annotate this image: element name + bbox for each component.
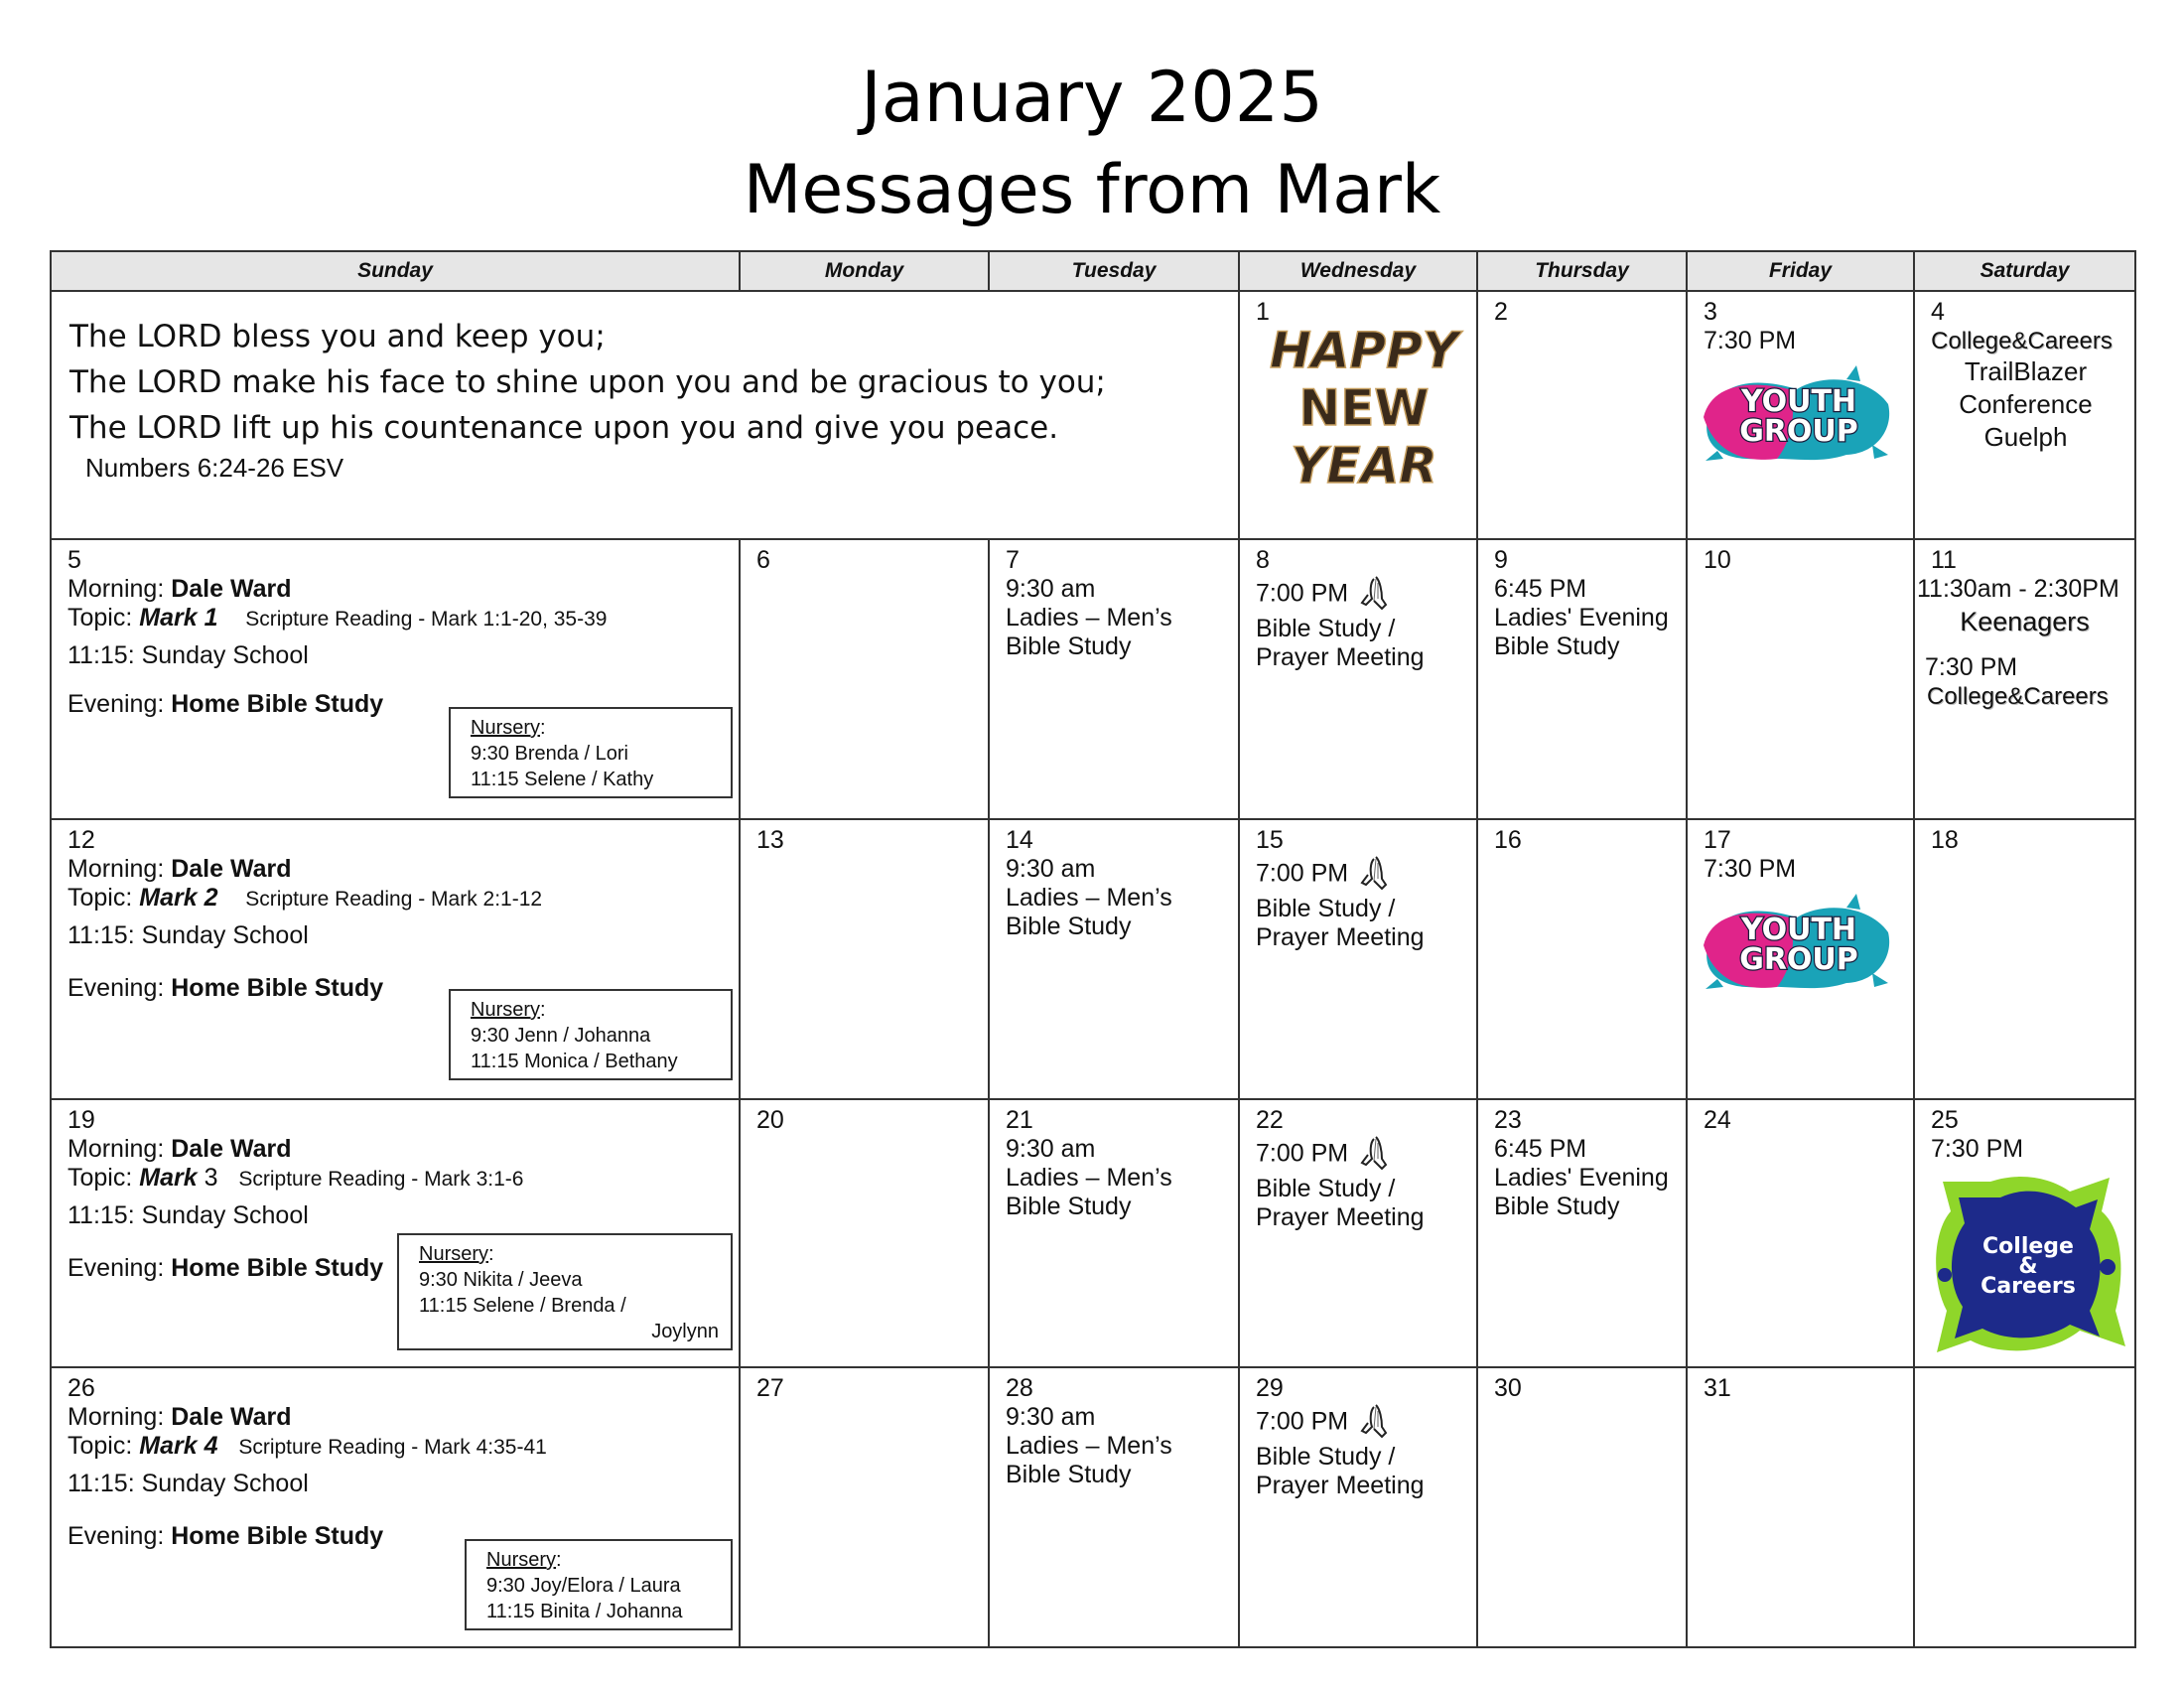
sermon-topic: Topic: Mark 4 Scripture Reading - Mark 4:35-41 — [68, 1432, 547, 1460]
day-number: 23 — [1494, 1106, 1522, 1134]
day-number: 19 — [68, 1106, 95, 1134]
nursery-930: 9:30 Brenda / Lori — [471, 743, 628, 765]
sunday-school: 11:15: Sunday School — [68, 1201, 309, 1229]
weekday-wednesday: Wednesday — [1239, 251, 1477, 291]
day-number: 26 — [68, 1374, 95, 1402]
morning-service: Morning: Dale Ward — [68, 1135, 292, 1163]
day-cell-1 — [1239, 291, 1477, 539]
day-cell-26 — [51, 1367, 740, 1647]
event-time: 7:30 PM — [1931, 1135, 2024, 1163]
event-title: Bible Study / — [1256, 615, 1396, 642]
event-time-row: 7:00 PM — [1256, 1403, 1462, 1443]
day-number: 2 — [1494, 298, 1508, 326]
day-cell-3 — [1687, 291, 1914, 539]
event-title-2: Prayer Meeting — [1256, 923, 1425, 951]
day-number: 1 — [1256, 298, 1270, 326]
youth-logo-text-2: GROUP — [1739, 942, 1858, 977]
day-cell-23 — [1477, 1099, 1687, 1367]
week-row-5 — [51, 1367, 2135, 1647]
day-number: 18 — [1931, 826, 1959, 854]
event-title-2: Bible Study — [1494, 1193, 1620, 1220]
nursery-schedule: Nursery: 9:30 Joy/Elora / Laura 11:15 Binita / Johanna — [465, 1539, 733, 1630]
event-time: 9:30 am — [1006, 1135, 1096, 1163]
day-number: 27 — [756, 1374, 784, 1402]
event-time: 7:30 PM — [1704, 327, 1797, 354]
sunday-school: 11:15: Sunday School — [68, 641, 309, 669]
youth-logo-text-1: YOUTH — [1740, 384, 1857, 419]
day-number: 8 — [1256, 546, 1270, 574]
youth-logo-text-2: GROUP — [1739, 414, 1858, 449]
event-title: Ladies' Evening — [1494, 1164, 1669, 1192]
day-cell-7 — [989, 539, 1239, 819]
week-row-2 — [51, 539, 2135, 819]
day-number: 9 — [1494, 546, 1508, 574]
day-cell-22 — [1239, 1099, 1477, 1367]
event-title-2: Bible Study — [1494, 633, 1620, 660]
event-location: Guelph — [1983, 422, 2068, 452]
day-cell-31 — [1687, 1367, 1914, 1647]
event-title-2: Bible Study — [1006, 1461, 1132, 1488]
verse-reference: Numbers 6:24-26 ESV — [85, 453, 344, 483]
day-number: 31 — [1704, 1374, 1731, 1402]
event-title: Bible Study / — [1256, 1175, 1396, 1202]
day-number: 7 — [1006, 546, 1020, 574]
weekday-header-row — [51, 251, 2135, 291]
event-college-careers: College&Careers — [1931, 328, 2113, 354]
event-conference: Conference — [1959, 389, 2093, 419]
event-time: 9:30 am — [1006, 575, 1096, 603]
day-cell-30 — [1477, 1367, 1687, 1647]
event-title-2: Bible Study — [1006, 913, 1132, 940]
event-college-careers: College&Careers — [1927, 683, 2109, 710]
day-number: 28 — [1006, 1374, 1033, 1402]
event-title: Bible Study / — [1256, 895, 1396, 922]
day-cell-17 — [1687, 819, 1914, 1099]
day-cell-27 — [740, 1367, 989, 1647]
day-cell-19 — [51, 1099, 740, 1367]
event-time: 11:30am - 2:30PM — [1917, 575, 2119, 603]
praying-hands-icon — [1360, 855, 1390, 895]
day-number: 30 — [1494, 1374, 1522, 1402]
event-keenagers: Keenagers — [1960, 607, 2090, 636]
day-cell-10 — [1687, 539, 1914, 819]
cc-logo-text-1: College — [1982, 1234, 2074, 1259]
event-title: Ladies' Evening — [1494, 604, 1669, 632]
evening-service: Evening: Home Bible Study — [68, 690, 384, 718]
day-number: 20 — [756, 1106, 784, 1134]
nursery-930: 9:30 Joy/Elora / Laura — [486, 1575, 681, 1597]
evening-service: Evening: Home Bible Study — [68, 1254, 384, 1282]
weekday-monday: Monday — [740, 251, 989, 291]
morning-service: Morning: Dale Ward — [68, 1403, 292, 1431]
day-number: 12 — [68, 826, 95, 854]
event-time: 9:30 am — [1006, 855, 1096, 883]
week-row-1 — [51, 291, 2135, 539]
calendar-grid — [50, 250, 2136, 1648]
day-number: 21 — [1006, 1106, 1033, 1134]
event-trailblazer: TrailBlazer — [1964, 356, 2088, 386]
praying-hands-icon — [1360, 575, 1390, 615]
morning-service: Morning: Dale Ward — [68, 575, 292, 603]
youth-logo-text-1: YOUTH — [1740, 913, 1857, 947]
day-number: 5 — [68, 546, 81, 574]
day-cell-13 — [740, 819, 989, 1099]
sunday-school: 11:15: Sunday School — [68, 1470, 309, 1497]
blessing-verse — [52, 292, 1238, 538]
cc-logo-text-3: Careers — [1980, 1274, 2076, 1299]
youth-group-logo — [1698, 359, 1896, 469]
cc-logo-text-2: & — [2018, 1254, 2038, 1279]
blessing-verse-cell — [51, 291, 1239, 539]
day-cell-8 — [1239, 539, 1477, 819]
event-time-row: 7:00 PM — [1256, 855, 1462, 895]
event-time: 9:30 am — [1006, 1403, 1096, 1431]
day-number: 22 — [1256, 1106, 1284, 1134]
verse-line-2: The LORD make his face to shine upon you and be gracious to you; — [69, 364, 1106, 400]
day-number: 29 — [1256, 1374, 1284, 1402]
sermon-topic: Topic: Mark 2 Scripture Reading - Mark 2:1-12 — [68, 884, 543, 912]
logo-text-new: NEW — [1298, 379, 1430, 437]
day-number: 13 — [756, 826, 784, 854]
nursery-1115: 11:15 Selene / Brenda / — [419, 1295, 626, 1317]
event-title-2: Bible Study — [1006, 633, 1132, 660]
sermon-topic: Topic: Mark 3 Scripture Reading - Mark 3:1-6 — [68, 1164, 524, 1192]
nursery-1115: 11:15 Monica / Bethany — [471, 1051, 678, 1072]
day-number: 25 — [1931, 1106, 1959, 1134]
day-number: 17 — [1704, 826, 1731, 854]
nursery-930: 9:30 Nikita / Jeeva — [419, 1269, 583, 1291]
weekday-sunday: Sunday — [51, 251, 740, 291]
event-title-2: Bible Study — [1006, 1193, 1132, 1220]
morning-service: Morning: Dale Ward — [68, 855, 292, 883]
week-row-3 — [51, 819, 2135, 1099]
day-cell-2 — [1477, 291, 1687, 539]
evening-service: Evening: Home Bible Study — [68, 1522, 384, 1550]
day-cell-5 — [51, 539, 740, 819]
nursery-schedule: Nursery: 9:30 Nikita / Jeeva 11:15 Selene / Brenda / Joylynn — [397, 1233, 733, 1350]
day-cell-14 — [989, 819, 1239, 1099]
nursery-1115: 11:15 Selene / Kathy — [471, 769, 654, 790]
calendar-subtitle: Messages from Mark — [743, 151, 1441, 229]
praying-hands-icon — [1360, 1403, 1390, 1443]
day-cell-21 — [989, 1099, 1239, 1367]
youth-group-logo — [1698, 888, 1896, 997]
weekday-friday: Friday — [1687, 251, 1914, 291]
day-number: 24 — [1704, 1106, 1731, 1134]
day-number: 10 — [1704, 546, 1731, 574]
logo-text-year: YEAR — [1291, 437, 1437, 494]
event-title: Ladies – Men’s — [1006, 1432, 1172, 1460]
day-cell-20 — [740, 1099, 989, 1367]
nursery-1115-cont: Joylynn — [651, 1321, 719, 1342]
day-number: 11 — [1931, 546, 1957, 574]
event-time: 6:45 PM — [1494, 575, 1587, 603]
day-cell-6 — [740, 539, 989, 819]
day-number: 3 — [1704, 298, 1717, 326]
day-cell-24 — [1687, 1099, 1914, 1367]
event-title-2: Prayer Meeting — [1256, 643, 1425, 671]
event-title-2: Prayer Meeting — [1256, 1203, 1425, 1231]
day-cell-empty — [1914, 1367, 2135, 1647]
day-cell-11 — [1914, 539, 2135, 819]
nursery-930: 9:30 Jenn / Johanna — [471, 1025, 651, 1047]
day-number: 14 — [1006, 826, 1033, 854]
event-time: 7:30 PM — [1704, 855, 1797, 883]
nursery-1115: 11:15 Binita / Johanna — [486, 1601, 683, 1622]
day-cell-4 — [1914, 291, 2135, 539]
happy-new-year-logo — [1269, 318, 1459, 496]
day-number: 4 — [1931, 298, 1945, 326]
weekday-thursday: Thursday — [1477, 251, 1687, 291]
day-cell-29 — [1239, 1367, 1477, 1647]
event-title: Ladies – Men’s — [1006, 1164, 1172, 1192]
nursery-schedule: Nursery: 9:30 Jenn / Johanna 11:15 Monica / Bethany — [449, 989, 733, 1080]
day-cell-25 — [1914, 1099, 2135, 1367]
event-title: Ladies – Men’s — [1006, 884, 1172, 912]
weekday-tuesday: Tuesday — [989, 251, 1239, 291]
sunday-school: 11:15: Sunday School — [68, 921, 309, 949]
praying-hands-icon — [1360, 1135, 1390, 1175]
logo-text-happy: HAPPY — [1269, 322, 1459, 379]
event-time: 6:45 PM — [1494, 1135, 1587, 1163]
nursery-schedule: Nursery: 9:30 Brenda / Lori 11:15 Selene / Kathy — [449, 707, 733, 798]
verse-line-1: The LORD bless you and keep you; — [69, 319, 606, 354]
day-cell-16 — [1477, 819, 1687, 1099]
event-title: Ladies – Men’s — [1006, 604, 1172, 632]
day-number: 15 — [1256, 826, 1284, 854]
sermon-topic: Topic: Mark 1 Scripture Reading - Mark 1:1-20, 35-39 — [68, 604, 608, 632]
day-cell-28 — [989, 1367, 1239, 1647]
day-number: 16 — [1494, 826, 1522, 854]
day-cell-9 — [1477, 539, 1687, 819]
day-cell-15 — [1239, 819, 1477, 1099]
day-cell-12 — [51, 819, 740, 1099]
verse-line-3: The LORD lift up his countenance upon you and give you peace. — [69, 410, 1059, 446]
weekday-saturday: Saturday — [1914, 251, 2135, 291]
week-row-4 — [51, 1099, 2135, 1367]
calendar-month-title: January 2025 — [861, 57, 1323, 138]
evening-service: Evening: Home Bible Study — [68, 974, 384, 1002]
college-careers-logo — [1931, 1172, 2125, 1356]
day-cell-18 — [1914, 819, 2135, 1099]
event-time-row: 7:00 PM — [1256, 575, 1462, 615]
event-title: Bible Study / — [1256, 1443, 1396, 1471]
event-time-2: 7:30 PM — [1925, 653, 2018, 681]
day-number: 6 — [756, 546, 770, 574]
event-time-row: 7:00 PM — [1256, 1135, 1462, 1175]
event-title-2: Prayer Meeting — [1256, 1472, 1425, 1499]
